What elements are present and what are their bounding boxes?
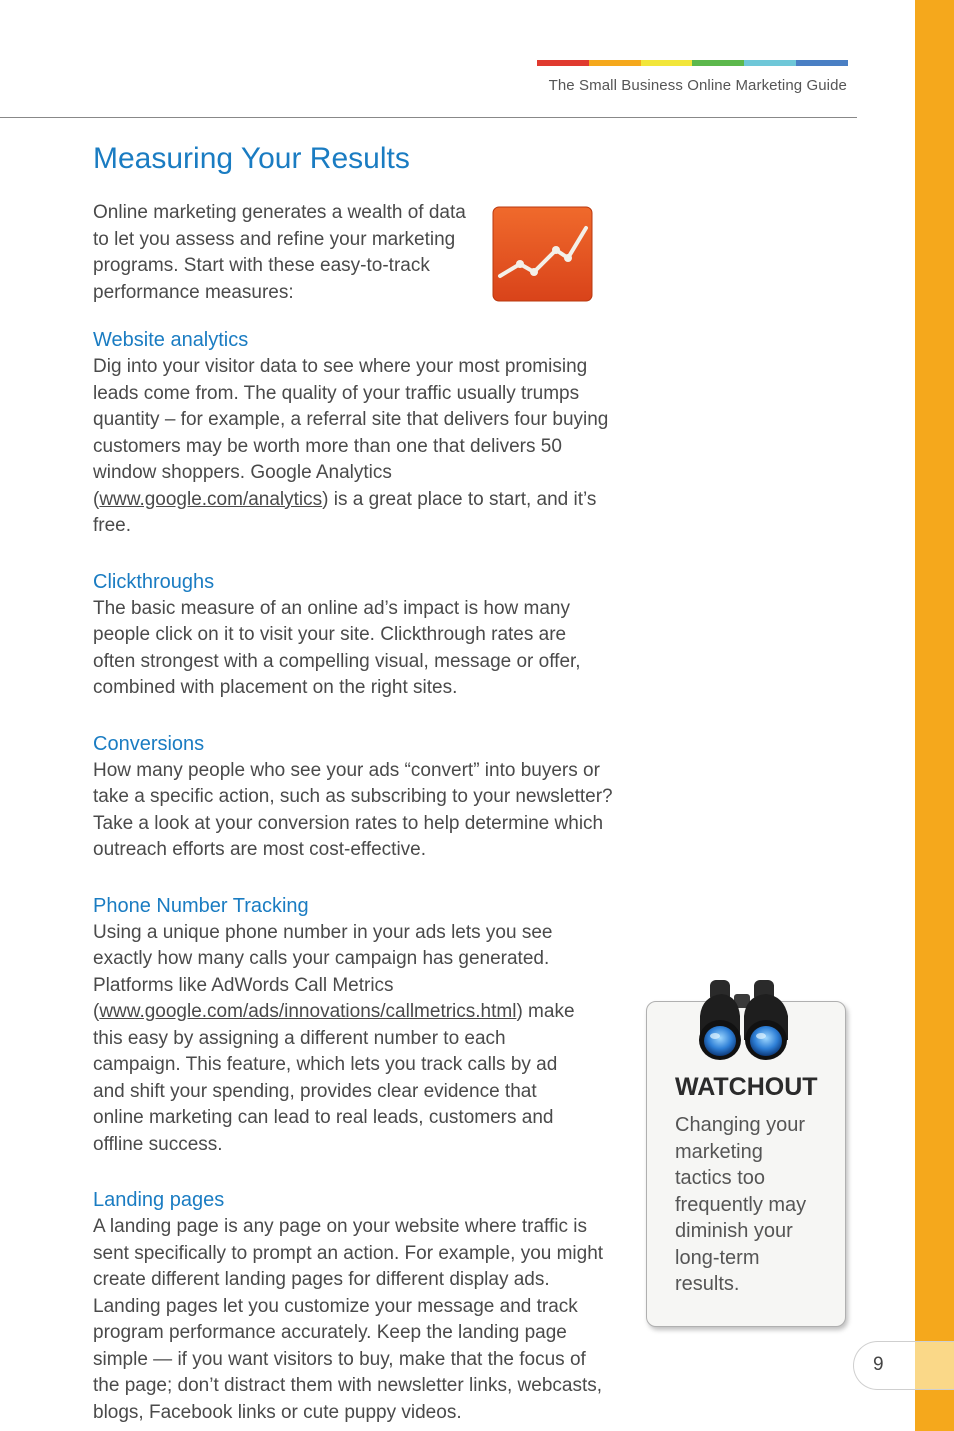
intro-paragraph: Online marketing generates a wealth of data to let you assess and refine your marketing programs. Start with these easy-to-track performance measures:: [93, 202, 466, 303]
section-heading-conversions: Conversions: [93, 732, 205, 755]
main-content: [93, 200, 613, 1426]
section-heading-phone-tracking: Phone Number Tracking: [93, 894, 309, 917]
page-number: 9: [873, 1354, 884, 1375]
watchout-text: Changing your marketing tactics too frequently may diminish your long-term results.: [675, 1114, 807, 1295]
watchout-title: WATCHOUT: [675, 1073, 818, 1101]
section-heading-clickthroughs: Clickthroughs: [93, 570, 215, 593]
google-analytics-link[interactable]: www.google.com/analytics: [99, 488, 323, 510]
section-body-phone-tracking: Using a unique phone number in your ads lets you see exactly how many calls your campaign has generated. Platforms like AdWords Call Metrics (www.google.com/ads/innovations/callmetrics.html) make this easy by assigning a different number to each campaign. This feature, which lets you track calls by ad and shift your spending, provides clear evidence that online marketing can lead to real leads, customers and offline success.: [93, 921, 575, 1155]
section-body-website-analytics: Dig into your visitor data to see where your most promising leads come from. The quality of your traffic usually trumps quantity – for example, a referral site that delivers four buying customers may be worth more than one that delivers 50 window shoppers. Google Analytics (www.google.com/analytics) is a great place to start, and it’s free.: [93, 356, 609, 536]
section-heading-website-analytics: Website analytics: [93, 329, 249, 351]
orange-side-bar: [915, 0, 954, 1431]
header-divider: [0, 117, 857, 118]
section-body-clickthroughs: The basic measure of an online ad’s impact is how many people click on it to visit your site. Clickthrough rates are often strongest with a compelling visual, message or offer, combined with placement on the right sites.: [93, 597, 581, 698]
binoculars-icon: [692, 976, 802, 1066]
section-body-conversions: How many people who see your ads “convert” into buyers or take a specific action, such as subscribing to your newsletter? Take a look at your conversion rates to help determine which outreach efforts are most cost-effective.: [93, 759, 613, 860]
header-color-strip: [537, 60, 848, 66]
section-body-landing-pages: A landing page is any page on your website where traffic is sent specifically to prompt an action. For example, you might create different landing pages for different display ads. Landing pages let you customize your message and track program performance accurately. Keep the landing page simple — if you want visitors to buy, make that the focus of the page; don’t distract them with newsletter links, webcasts, blogs, Facebook links or cute puppy videos.: [93, 1216, 604, 1423]
call-metrics-link[interactable]: www.google.com/ads/innovations/callmetrics.html: [99, 1001, 517, 1022]
section-heading-landing-pages: Landing pages: [93, 1189, 225, 1211]
page-tab-accent: [915, 1342, 954, 1389]
page-title: Measuring Your Results: [93, 142, 410, 175]
line-chart-icon: [492, 206, 593, 302]
guide-title: The Small Business Online Marketing Guide: [548, 77, 847, 94]
